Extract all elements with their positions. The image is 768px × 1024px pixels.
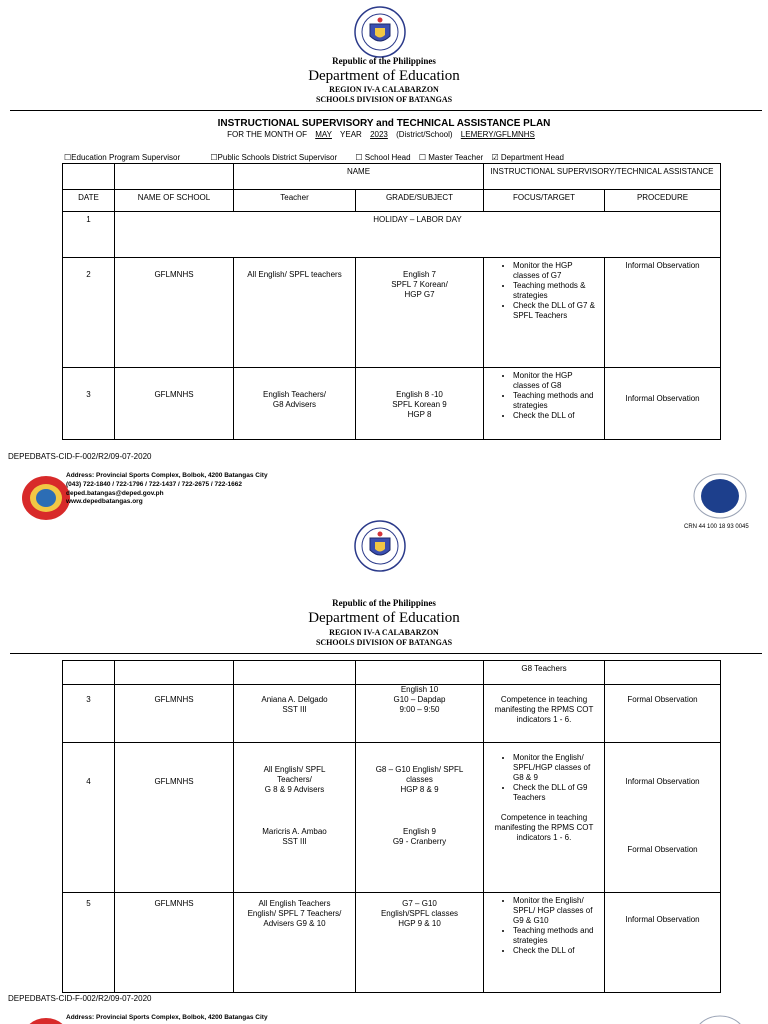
row-teacher [234,661,356,685]
focus-item: • Check the DLL of G9 Teachers [513,783,601,803]
row-focus [484,258,605,368]
form-code: DEPEDBATS-CID-F-002/R2/09-07-2020 [8,994,152,1003]
grade-line: 9:00 – 9:50 [399,705,440,714]
footer-email: deped.batangas@deped.gov.ph [66,489,164,497]
table-row [63,685,721,743]
deped-seal-icon [354,520,406,572]
focus-header: FOCUS/TARGET [484,190,605,212]
row-focus: Competence in teaching manifesting the RPMS COT indicators 1 - 6. [484,685,605,743]
row-date: 3 [63,685,115,743]
grade-line: SPFL 7 Korean/ [391,280,448,289]
row-grade [356,893,484,993]
grade-line: HGP 9 & 10 [398,919,441,928]
header-blank [63,164,115,190]
grade-line: classes [406,775,433,784]
row-school: GFLMNHS [115,368,234,440]
grade-line: English/SPFL classes [380,909,459,918]
grade-line: English 7 [403,270,436,279]
date-header: DATE [63,190,115,212]
focus-item: • Monitor the English/ SPFL/HGP classes of G8 & 9 [513,753,601,783]
plan-table-continued [62,660,721,993]
role-psds: ☐Public Schools District Supervisor [210,153,338,162]
row-grade [356,661,484,685]
row-teacher [234,685,356,743]
row-focus [484,893,605,993]
grade-line: SPFL Korean 9 [392,400,447,409]
department-heading: Department of Education [308,610,460,626]
teacher-line: SST III [282,837,307,846]
tuv-certification-logo-icon [692,1014,748,1024]
teacher-line: Aniana A. Delgado [261,695,328,704]
focus-item: • Teaching methods and strategies [513,391,601,411]
focus-item: • Check the DLL of G7 & SPFL Teachers [513,301,601,321]
row-procedure: Informal Observation [605,368,721,440]
procedure-line: Formal Observation [627,845,698,854]
table-row [63,743,721,893]
teacher-line: SST III [282,705,307,714]
grade-line: G7 – G10 [402,899,437,908]
year-value: 2023 [370,130,388,139]
teacher-header: Teacher [234,190,356,212]
month-value: MAY [315,130,332,139]
plan-subtitle [0,130,768,139]
focus-item: • Monitor the HGP classes of G8 [513,371,601,391]
year-label: YEAR [340,130,362,139]
row-procedure [605,661,721,685]
table-row [63,258,721,368]
teacher-line: G8 Advisers [272,400,317,409]
focus-text: Competence in teaching manifesting the RPMS COT indicators 1 - 6. [494,813,594,842]
footer-phone: (043) 722-1840 / 722-1796 / 722-1437 / 722-2675 / 722-1662 [66,480,242,488]
focus-item: • Monitor the English/ SPFL/ HGP classes of G9 & G10 [513,896,601,926]
footer-address: Address: Provincial Sports Complex, Bolbok, 4200 Batangas City [66,472,268,479]
republic-heading: Republic of the Philippines [332,598,436,608]
row-focus: G8 Teachers [484,661,605,685]
footer-address: Address: Provincial Sports Complex, Bolbok, 4200 Batangas City [66,1014,268,1021]
row-teacher [234,743,356,893]
page-footer [0,1014,768,1024]
role-department-head: ☑ Department Head [491,153,564,162]
role-checkboxes [64,153,570,162]
region-heading: REGION IV-A CALABARZON [329,85,439,94]
row-procedure [605,743,721,893]
teacher-line: Teachers/ [277,775,312,784]
role-master-teacher: ☐ Master Teacher [418,153,484,162]
department-heading: Department of Education [308,68,460,84]
focus-item: • Teaching methods & strategies [513,281,601,301]
row-school: GFLMNHS [115,743,234,893]
grade-line: HGP G7 [404,290,435,299]
school-header: NAME OF SCHOOL [115,190,234,212]
teacher-line: English/ SPFL 7 Teachers/ [247,909,342,918]
focus-item: • Teaching methods and strategies [513,926,601,946]
grade-line: HGP 8 [407,410,432,419]
teacher-line: Advisers G9 & 10 [263,919,326,928]
row-focus [484,743,605,893]
grade-line: G8 – G10 English/ SPFL [375,765,464,774]
header-blank [115,164,234,190]
division-heading: SCHOOLS DIVISION OF BATANGAS [315,95,453,104]
grade-line: English 10 [400,685,439,694]
row-school: GFLMNHS [115,685,234,743]
focus-item: • Check the DLL of [513,411,601,421]
holiday-cell: HOLIDAY – LABOR DAY [115,212,721,258]
role-school-head: ☐ School Head [355,153,411,162]
role-eps: ☐Education Program Supervisor [64,153,181,162]
region-heading: REGION IV-A CALABARZON [329,628,439,637]
grade-line: English 8 -10 [396,390,443,399]
teacher-line: G 8 & 9 Advisers [264,785,325,794]
footer-web: www.depedbatangas.org [66,498,143,506]
row-procedure: Informal Observation [605,258,721,368]
crn-number: CRN 44 100 18 93 0045 [684,524,749,530]
footer-contact [66,1014,268,1023]
table-row [63,893,721,993]
name-group-header: NAME [234,164,484,190]
row-grade [356,685,484,743]
teacher-line: All English/ SPFL [263,765,326,774]
row-procedure: Informal Observation [605,893,721,993]
footer-contact [66,472,268,507]
row-date: 1 [63,212,115,258]
grade-header: GRADE/SUBJECT [356,190,484,212]
row-grade [356,743,484,893]
table-row [63,212,721,258]
table-row [63,661,721,685]
procedure-line: Informal Observation [625,777,700,786]
republic-heading: Republic of the Philippines [332,56,436,66]
row-grade [356,368,484,440]
teacher-line: English Teachers/ [263,390,326,399]
grade-line: G10 – Dapdap [393,695,446,704]
row-school: GFLMNHS [115,893,234,993]
teacher-line: Maricris A. Ambao [262,827,327,836]
district-label: (District/School) [396,130,453,139]
grade-line: G9 - Cranberry [392,837,447,846]
district-value: LEMERY/GFLMNHS [460,130,535,139]
plan-title: INSTRUCTIONAL SUPERVISORY and TECHNICAL ASSISTANCE PLAN [217,118,551,129]
procedure-header: PROCEDURE [605,190,721,212]
plan-table [62,163,721,440]
row-date: 4 [63,743,115,893]
form-code: DEPEDBATS-CID-F-002/R2/09-07-2020 [8,452,152,461]
header-divider [10,110,762,111]
table-row [63,368,721,440]
row-teacher [234,368,356,440]
grade-line: HGP 8 & 9 [400,785,439,794]
teacher-line: All English Teachers [258,899,331,908]
grade-line: English 9 [403,827,436,836]
row-procedure: Formal Observation [605,685,721,743]
ista-group-header: INSTRUCTIONAL SUPERVISORY/TECHNICAL ASSISTANCE [484,164,721,190]
header-divider [10,653,762,654]
row-focus [484,368,605,440]
division-heading: SCHOOLS DIVISION OF BATANGAS [315,638,453,647]
row-date: 2 [63,258,115,368]
row-teacher: All English/ SPFL teachers [234,258,356,368]
row-date: 5 [63,893,115,993]
row-teacher [234,893,356,993]
focus-item: • Monitor the HGP classes of G7 [513,261,601,281]
row-school: GFLMNHS [115,258,234,368]
focus-item: • Check the DLL of [513,946,601,956]
month-label: FOR THE MONTH OF [227,130,307,139]
deped-seal-icon [354,6,406,58]
row-date [63,661,115,685]
row-school [115,661,234,685]
row-grade [356,258,484,368]
row-date: 3 [63,368,115,440]
